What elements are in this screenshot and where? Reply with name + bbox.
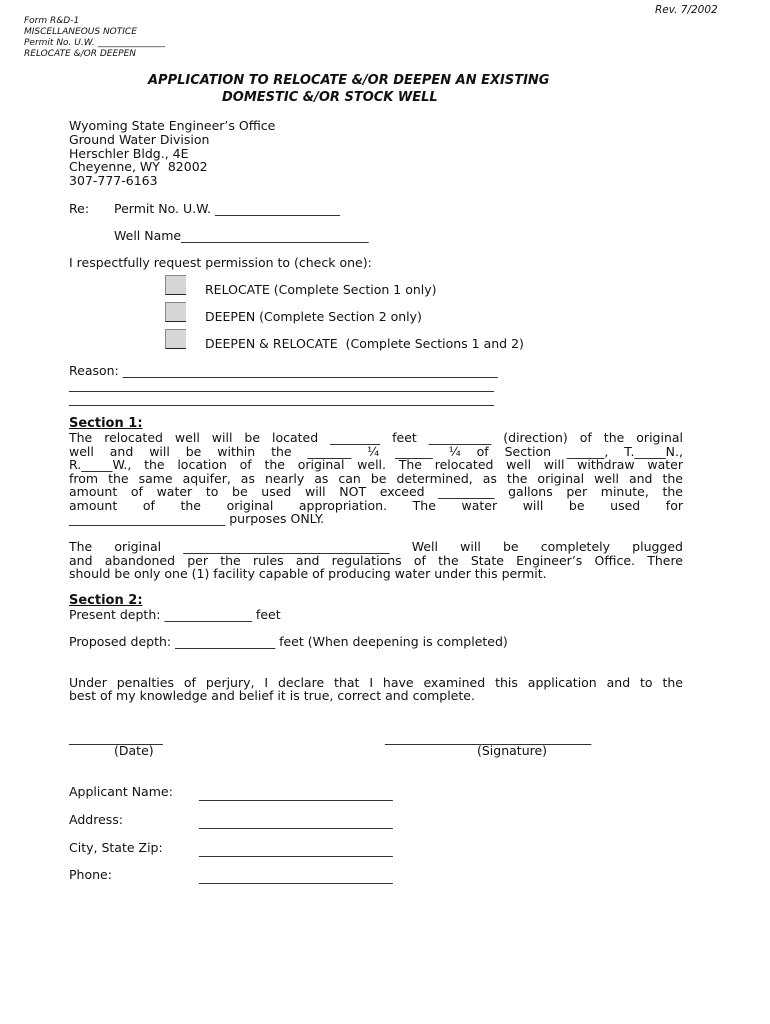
request-text: I respectfully request permission to (check one): <box>69 255 372 270</box>
reason-field-continued[interactable]: ____________________________________________________________________ <box>69 391 494 406</box>
relocate-checkbox[interactable] <box>165 275 186 295</box>
re-label: Re: <box>69 201 90 216</box>
present-depth-field[interactable]: Present depth: ______________ feet <box>69 607 281 622</box>
section1-line: amount of the original appropriation. The water will be used for <box>69 498 683 513</box>
header-permit: Permit No. U.W. _______________ <box>24 38 166 48</box>
revision-date: Rev. 7/2002 <box>655 4 718 16</box>
section1-line: well and will be within the _______ ¼ ______ ¼ of Section ______, T._____N., <box>69 444 683 459</box>
header-notice: MISCELLANEOUS NOTICE <box>24 27 137 37</box>
section1-line: _________________________ purposes ONLY. <box>69 511 325 526</box>
header-relocate: RELOCATE &/OR DEEPEN <box>24 49 136 59</box>
deepen-relocate-option-label: DEEPEN & RELOCATE (Complete Sections 1 and 2) <box>205 336 524 351</box>
section2-heading: Section 2: <box>69 593 143 608</box>
deepen-option-label: DEEPEN (Complete Section 2 only) <box>205 309 422 324</box>
permit-field[interactable]: Permit No. U.W. ____________________ <box>114 201 340 216</box>
applicant-name-field[interactable]: _______________________________ <box>199 786 393 801</box>
deepen-checkbox[interactable] <box>165 302 186 322</box>
city-state-zip-field[interactable]: _______________________________ <box>199 842 393 857</box>
page-title-line2: DOMESTIC &/OR STOCK WELL <box>222 90 438 105</box>
city-state-zip-label: City, State Zip: <box>69 840 163 855</box>
plug-line: and abandoned per the rules and regulations of the State Engineer’s Office. There <box>69 553 683 568</box>
perjury-line: best of my knowledge and belief it is true, correct and complete. <box>69 688 475 703</box>
plug-line: should be only one (1) facility capable of producing water under this permit. <box>69 566 547 581</box>
section1-line: The relocated well will be located ________ feet __________ (direction) of the original <box>69 430 683 445</box>
date-label: (Date) <box>114 743 154 758</box>
signature-field[interactable]: _________________________________ <box>385 730 592 745</box>
address-line: 307-777-6163 <box>69 173 158 188</box>
section1-line: amount of water to be used will NOT exceed _________ gallons per minute, the <box>69 484 683 499</box>
address-line: Herschler Bldg., 4E <box>69 146 189 161</box>
phone-label: Phone: <box>69 867 112 882</box>
signature-label: (Signature) <box>477 743 548 758</box>
address-label: Address: <box>69 812 123 827</box>
reason-field[interactable]: Reason: ____________________________________________________________ <box>69 363 498 378</box>
applicant-name-label: Applicant Name: <box>69 784 173 799</box>
perjury-line: Under penalties of perjury, I declare that I have examined this application and to the <box>69 675 683 690</box>
section1-heading: Section 1: <box>69 416 143 431</box>
address-line: Wyoming State Engineer’s Office <box>69 118 276 133</box>
section1-line: from the same aquifer, as nearly as can be determined, as the original well and the <box>69 471 683 486</box>
phone-field[interactable]: _______________________________ <box>199 869 393 884</box>
section1-line: R._____W., the location of the original well. The relocated well will withdraw water <box>69 457 683 472</box>
relocate-option-label: RELOCATE (Complete Section 1 only) <box>205 282 437 297</box>
plug-line: The original _________________________________ Well will be completely plugged <box>69 539 683 554</box>
address-line: Ground Water Division <box>69 132 210 147</box>
date-field[interactable]: _______________ <box>69 730 163 745</box>
well-name-field[interactable]: Well Name______________________________ <box>114 228 369 243</box>
deepen-relocate-checkbox[interactable] <box>165 329 186 349</box>
reason-field-continued[interactable]: ____________________________________________________________________ <box>69 377 494 392</box>
proposed-depth-field[interactable]: Proposed depth: ________________ feet (When deepening is completed) <box>69 634 508 649</box>
form-number: Form R&D-1 <box>24 16 80 26</box>
page-title-line1: APPLICATION TO RELOCATE &/OR DEEPEN AN EXISTING <box>148 73 550 88</box>
address-line: Cheyenne, WY 82002 <box>69 159 208 174</box>
address-field[interactable]: _______________________________ <box>199 814 393 829</box>
